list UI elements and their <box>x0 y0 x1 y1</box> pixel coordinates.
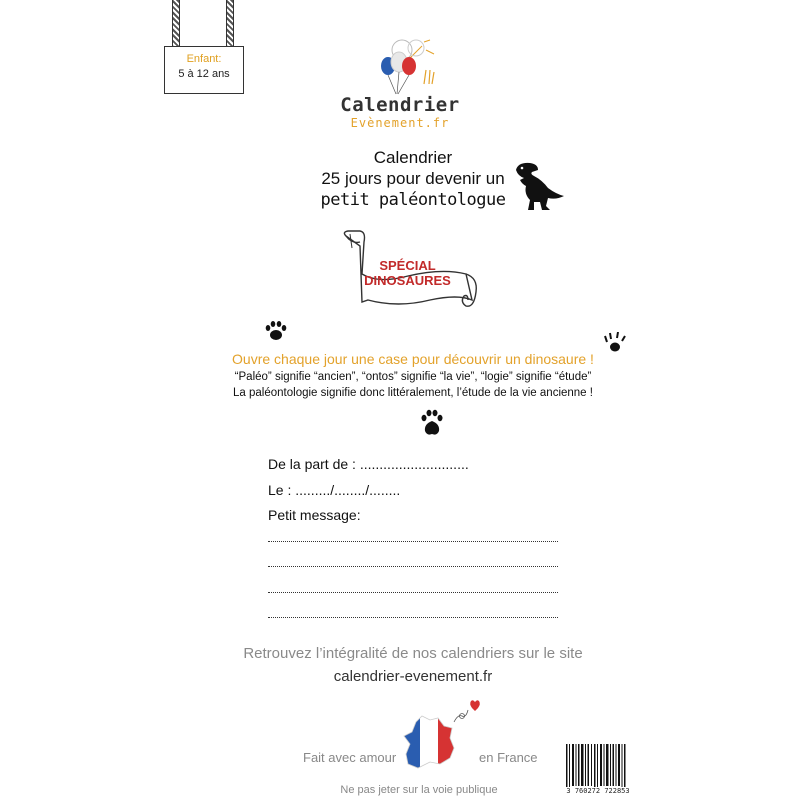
paw-print-icon <box>420 408 444 436</box>
age-sign <box>164 46 244 94</box>
message-line[interactable] <box>268 592 558 593</box>
age-sign-label: Enfant: <box>186 53 222 65</box>
rope-icon <box>226 0 234 48</box>
rope-icon <box>172 0 180 48</box>
barcode-number: 3 760272 722853 <box>560 787 636 795</box>
title-line-2: 25 jours pour devenir un <box>321 169 505 188</box>
balloons-icon <box>374 36 444 96</box>
dinosaur-icon <box>512 160 566 212</box>
france-map-icon <box>400 714 460 772</box>
intro-conclusion: La paléontologie signifie donc littéralement, l’étude de la vie ancienne ! <box>233 387 593 399</box>
footer-promo: Retrouvez l’intégralité de nos calendriers sur le site <box>243 645 583 662</box>
message-line[interactable] <box>268 541 558 542</box>
message-label: Petit message: <box>268 507 361 523</box>
title-line-3: petit paléontologue <box>320 190 506 210</box>
in-france-label: en France <box>479 750 538 765</box>
date-field[interactable]: Le : ........./......../........ <box>268 482 401 498</box>
message-line[interactable] <box>268 566 558 567</box>
logo-title: Calendrier <box>340 94 460 116</box>
message-line[interactable] <box>268 617 558 618</box>
banner-label: SPÉCIAL DINOSAURES <box>364 258 451 288</box>
disposal-notice: Ne pas jeter sur la voie publique <box>340 784 498 796</box>
intro-headline: Ouvre chaque jour une case pour découvrir un dinosaure ! <box>232 351 594 367</box>
paw-print-icon <box>264 320 288 342</box>
logo-subtitle: Evènement.fr <box>350 116 450 130</box>
website-link[interactable]: calendrier-evenement.fr <box>333 668 493 685</box>
intro-definition: “Paléo” signifie “ancien”, “ontos” signifie “la vie”, “logie” signifie “étude” <box>234 371 592 383</box>
heart-icon <box>452 698 482 724</box>
title-line-1: Calendrier <box>373 148 453 167</box>
made-with-love-label: Fait avec amour <box>303 750 397 765</box>
from-field[interactable]: De la part de : ............................ <box>268 456 469 472</box>
age-sign-value: 5 à 12 ans <box>178 68 230 80</box>
